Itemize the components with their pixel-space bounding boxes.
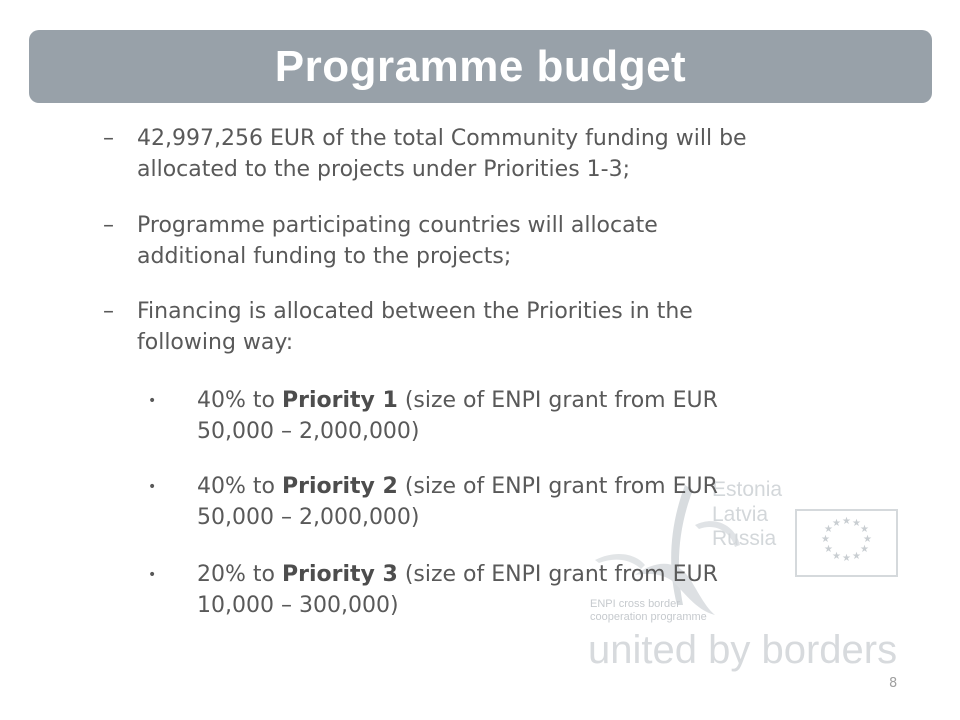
dash-item-line2: additional funding to the projects; — [137, 244, 512, 269]
slide-title: Programme budget — [274, 41, 687, 91]
bullet-marker: • — [148, 479, 157, 495]
svg-text:★: ★ — [824, 544, 833, 555]
svg-text:★: ★ — [824, 524, 833, 535]
svg-text:★: ★ — [860, 544, 869, 555]
watermark-programme-line1: ENPI cross border — [590, 598, 680, 610]
svg-text:★: ★ — [852, 551, 861, 562]
dash-item-line2: following way: — [137, 330, 294, 355]
watermark-country-estonia: Estonia — [712, 478, 783, 501]
svg-text:★: ★ — [852, 518, 861, 529]
svg-text:★: ★ — [842, 553, 851, 564]
watermark-programme-line2: cooperation programme — [590, 611, 707, 623]
watermark-country-latvia: Latvia — [712, 503, 769, 526]
bullet-line1: 40% to Priority 2 (size of ENPI grant from EUR — [197, 474, 718, 499]
bullet-line1: 20% to Priority 3 (size of ENPI grant from EUR — [197, 562, 718, 587]
page-number: 8 — [889, 676, 898, 691]
svg-text:★: ★ — [832, 551, 841, 562]
bullet-line2: 10,000 – 300,000) — [197, 593, 399, 618]
dash-item-line2: allocated to the projects under Priorities 1-3; — [137, 157, 631, 182]
svg-text:★: ★ — [821, 534, 830, 545]
dash-marker: – — [103, 213, 114, 238]
dash-marker: – — [103, 126, 114, 151]
svg-text:★: ★ — [832, 518, 841, 529]
bullet-marker: • — [148, 567, 157, 583]
watermark-country-russia: Russia — [712, 527, 777, 550]
svg-text:★: ★ — [860, 524, 869, 535]
dash-item-line1: 42,997,256 EUR of the total Community funding will be — [137, 126, 747, 151]
dash-item-line1: Financing is allocated between the Priorities in the — [137, 299, 693, 324]
dash-item-line1: Programme participating countries will allocate — [137, 213, 658, 238]
bullet-line1: 40% to Priority 1 (size of ENPI grant from EUR — [197, 388, 718, 413]
bullet-line2: 50,000 – 2,000,000) — [197, 505, 420, 530]
watermark-slogan: united by borders — [588, 628, 898, 672]
svg-text:★: ★ — [863, 534, 872, 545]
bullet-line2: 50,000 – 2,000,000) — [197, 419, 420, 444]
svg-text:★: ★ — [842, 516, 851, 527]
bullet-marker: • — [148, 393, 157, 409]
dash-marker: – — [103, 299, 114, 324]
